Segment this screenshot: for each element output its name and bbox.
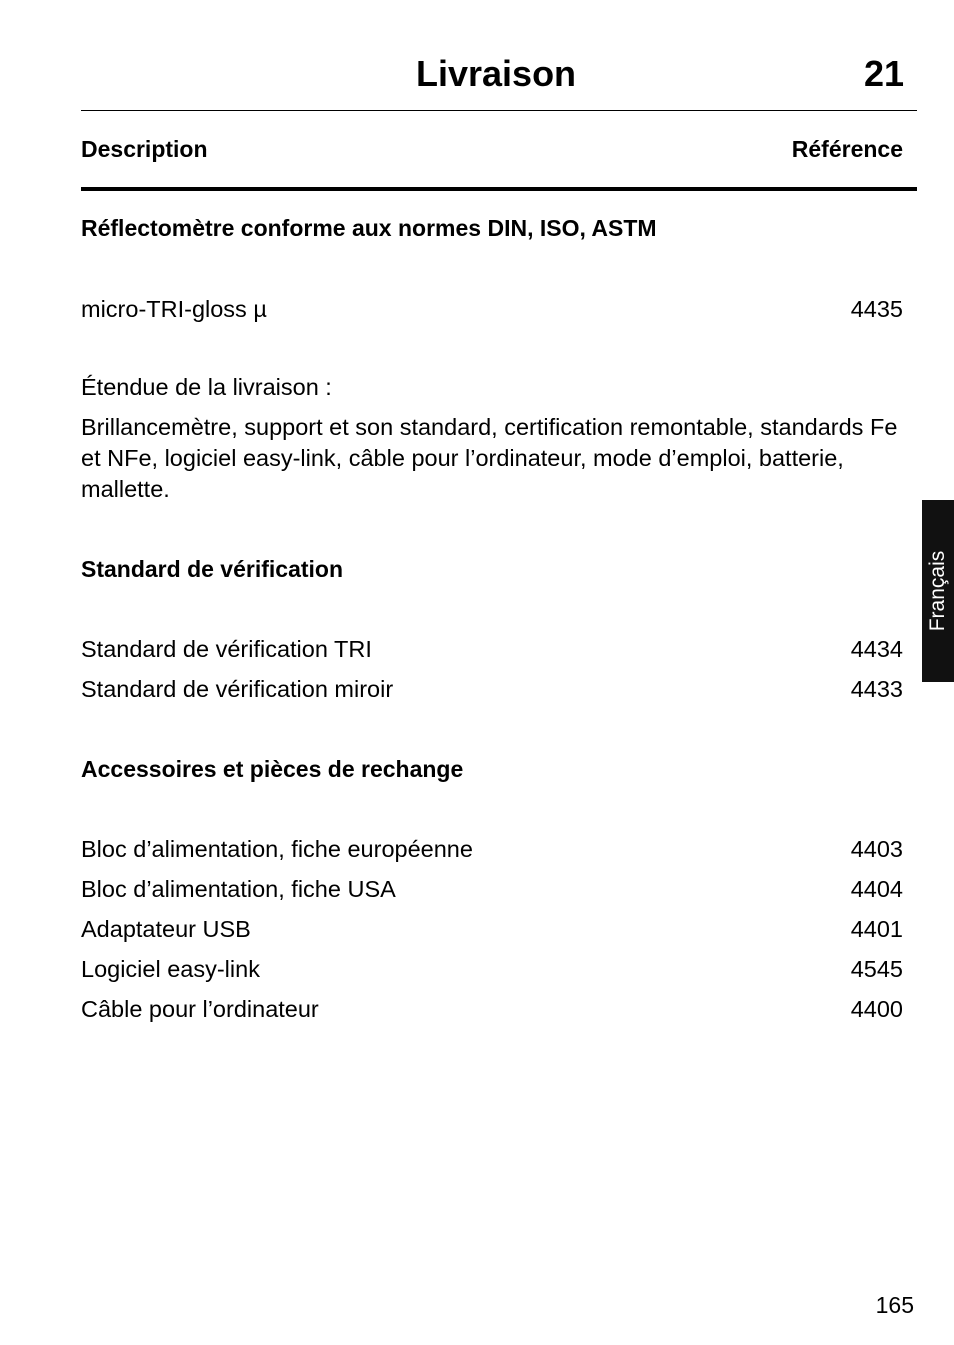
item-label: Standard de vérification miroir: [81, 676, 394, 702]
section-heading-accessories: Accessoires et pièces de rechange: [81, 756, 464, 782]
delivery-scope-label: Étendue de la livraison :: [81, 374, 332, 400]
header-divider: [81, 187, 917, 191]
item-label: Câble pour l’ordinateur: [81, 996, 319, 1022]
list-item: [81, 994, 903, 1024]
item-label: Adaptateur USB: [81, 916, 251, 942]
item-reference: 4403: [850, 836, 903, 862]
list-item: [81, 674, 903, 704]
language-tab-label: Français: [926, 550, 949, 632]
item-reference: 4404: [850, 876, 903, 902]
column-header-reference: Référence: [791, 136, 903, 162]
item-reference: 4401: [850, 916, 903, 942]
list-item: [81, 634, 903, 664]
list-item: [81, 834, 903, 864]
item-reference: 4400: [850, 996, 903, 1022]
list-item: [81, 954, 903, 984]
item-reference: 4545: [850, 956, 903, 982]
column-header-description: Description: [81, 136, 208, 162]
section-heading-reflectometer: Réflectomètre conforme aux normes DIN, ISO, ASTM: [81, 215, 657, 241]
item-reference: 4435: [850, 296, 903, 322]
item-label: Logiciel easy-link: [81, 956, 260, 982]
page-number: 165: [875, 1292, 914, 1318]
page-title: Livraison: [416, 53, 577, 94]
title-divider: [81, 110, 917, 111]
list-item: [81, 294, 903, 324]
item-reference: 4433: [850, 676, 903, 702]
chapter-number: 21: [863, 53, 904, 94]
item-label: Bloc d’alimentation, fiche USA: [81, 876, 396, 902]
item-label: micro-TRI-gloss µ: [81, 296, 267, 322]
list-item: [81, 874, 903, 904]
section-heading-standards: Standard de vérification: [81, 556, 344, 582]
item-label: Bloc d’alimentation, fiche européenne: [81, 836, 473, 862]
item-reference: 4434: [850, 636, 903, 662]
item-label: Standard de vérification TRI: [81, 636, 372, 662]
list-item: [81, 914, 903, 944]
delivery-scope-text: Brillancemètre, support et son standard, certification remontable, standards Fe et NFe, logiciel easy-link, câble pour l’ordinateur, mode d’emploi, batterie, mallette.: [81, 414, 898, 502]
language-tab: [922, 500, 954, 682]
